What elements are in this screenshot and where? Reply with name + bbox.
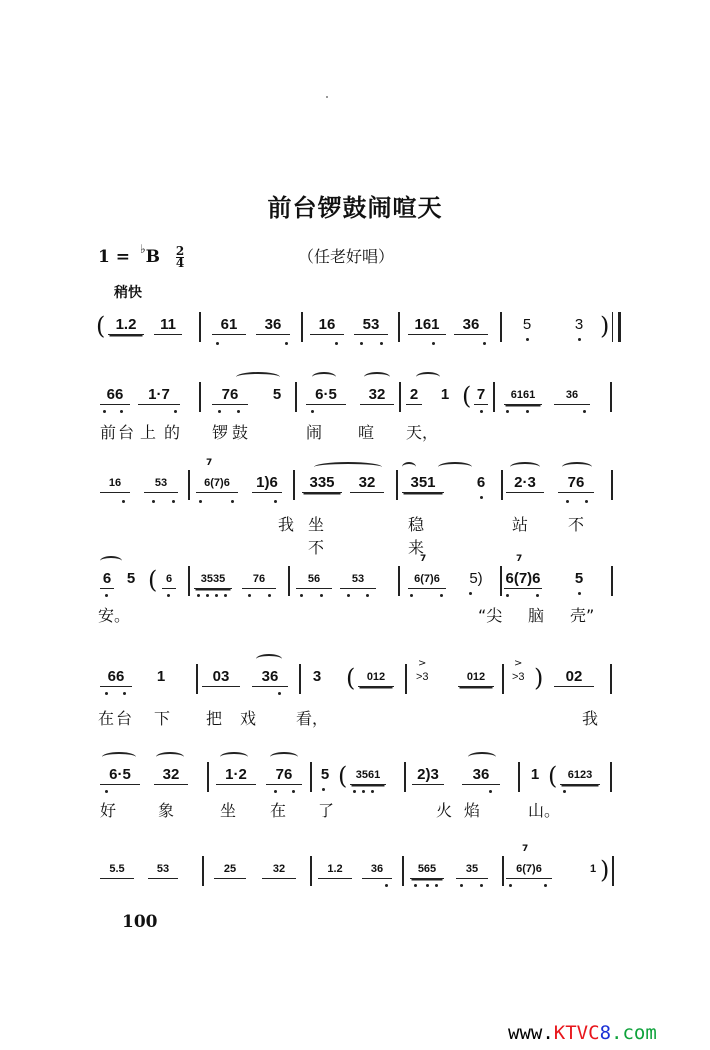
note-group: 32 <box>262 860 296 879</box>
low-octave-dot <box>237 410 240 413</box>
lyric: 把 <box>206 709 223 728</box>
note-group-with-grace: 6(7)6 <box>506 860 552 879</box>
accent-mark: > <box>514 658 523 669</box>
note: 3 <box>574 316 584 333</box>
watermark-prefix: www. <box>508 1022 554 1044</box>
note-group: 2)3 <box>412 766 444 785</box>
low-octave-dot <box>385 884 388 887</box>
low-octave-dot <box>218 410 221 413</box>
low-octave-dot <box>563 790 566 793</box>
slur <box>364 372 390 382</box>
low-octave-dot <box>509 884 512 887</box>
time-signature <box>176 246 184 269</box>
watermark <box>508 1022 657 1044</box>
bar-line <box>396 470 398 500</box>
low-octave-dot <box>480 410 483 413</box>
low-octave-dot <box>480 884 483 887</box>
score-line-1 <box>96 312 616 346</box>
note-group: 36 <box>554 386 590 405</box>
key-signature <box>98 242 185 270</box>
low-octave-dot <box>197 594 200 597</box>
slur <box>270 752 298 762</box>
bar-line <box>611 470 613 500</box>
bar-line <box>612 856 614 886</box>
lyric: 稳来 <box>408 515 425 557</box>
bar-line <box>196 664 198 694</box>
bar-line <box>404 762 406 792</box>
note-group: 3535 <box>194 570 232 589</box>
note-group: 3561 <box>350 766 386 785</box>
note-group: 2·3 <box>506 474 544 493</box>
slur <box>416 372 440 382</box>
low-octave-dot <box>105 790 108 793</box>
note: 1 <box>530 766 540 783</box>
slur <box>312 372 336 382</box>
note-group: 6·5 <box>100 766 140 785</box>
note: >3 <box>512 671 525 683</box>
lyric: 台 <box>116 709 133 728</box>
low-octave-dot <box>122 500 125 503</box>
note-group: 1·2 <box>216 766 256 785</box>
note: 1 <box>156 668 166 685</box>
slur <box>236 372 280 382</box>
lyric: 天， <box>406 423 439 442</box>
key-name: B <box>145 247 160 267</box>
singer-credit: （任老好唱） <box>298 247 395 266</box>
low-octave-dot <box>506 594 509 597</box>
slur <box>314 462 382 472</box>
note-group: 36 <box>252 668 288 687</box>
low-octave-dot <box>206 594 209 597</box>
lyric: 在 <box>98 709 115 728</box>
note: 5 <box>320 766 330 783</box>
low-octave-dot <box>544 884 547 887</box>
bar-line <box>493 382 495 412</box>
note-group: 565 <box>410 860 444 879</box>
lyric: 下 <box>154 709 171 728</box>
note: 5 <box>126 570 136 587</box>
bar-line <box>188 470 190 500</box>
low-octave-dot <box>123 692 126 695</box>
lyric: 安。 <box>98 606 131 625</box>
slur <box>402 462 416 472</box>
grace-note: 7 <box>206 458 213 468</box>
note-group: 351 <box>402 474 444 493</box>
low-octave-dot <box>347 594 350 597</box>
note-group: 11 <box>154 316 182 335</box>
note-group: 32 <box>360 386 394 405</box>
bar-line <box>610 382 612 412</box>
score-line-3 <box>96 458 616 504</box>
note: 7 <box>474 386 488 405</box>
note-group-with-grace: 6(7)6 <box>408 570 446 589</box>
bar-line <box>188 566 190 596</box>
bar-line <box>398 312 400 342</box>
lyric: 的 <box>164 423 181 442</box>
note-group: 66 <box>100 386 130 405</box>
note-group: 6·5 <box>306 386 346 405</box>
bar-line <box>518 762 520 792</box>
low-octave-dot <box>526 410 529 413</box>
lyric: 焰 <box>464 801 481 820</box>
low-octave-dot <box>274 500 277 503</box>
open-paren: ( <box>462 382 472 410</box>
score-line-5 <box>96 658 616 698</box>
low-octave-dot <box>311 410 314 413</box>
slur <box>438 462 472 472</box>
low-octave-dot <box>578 592 581 595</box>
bar-line <box>405 664 407 694</box>
key-tonic: 1 <box>98 247 110 267</box>
open-paren: ( <box>338 762 348 790</box>
note-group: 36 <box>256 316 290 335</box>
note-group: 1.2 <box>318 860 352 879</box>
low-octave-dot <box>489 790 492 793</box>
note-group: 32 <box>350 474 384 493</box>
note-group: 335 <box>302 474 342 493</box>
low-octave-dot <box>585 500 588 503</box>
score-line-6 <box>96 762 616 796</box>
note-group: 36 <box>462 766 500 785</box>
low-octave-dot <box>335 342 338 345</box>
lyric: 鼓 <box>232 423 249 442</box>
low-octave-dot <box>278 692 281 695</box>
lyric: 脑 <box>528 606 545 625</box>
note: 6 <box>162 570 176 589</box>
low-octave-dot <box>526 338 529 341</box>
watermark-suffix: .com <box>611 1022 657 1044</box>
note-group: 6161 <box>504 386 542 405</box>
lyric: 我 <box>582 709 599 728</box>
score-line-7 <box>96 844 616 890</box>
bar-line <box>502 856 504 886</box>
open-paren: ( <box>548 762 558 790</box>
lyric: 喧 <box>358 423 375 442</box>
low-octave-dot <box>120 410 123 413</box>
lyric: 山。 <box>528 801 561 820</box>
note: 5 <box>272 386 282 403</box>
bar-line <box>299 664 301 694</box>
low-octave-dot <box>566 500 569 503</box>
watermark-eight: 8 <box>599 1022 612 1044</box>
note-group: 16 <box>310 316 344 335</box>
bar-line <box>502 664 504 694</box>
bar-line <box>402 856 404 886</box>
note-group: 03 <box>202 668 240 687</box>
note-group: 6123 <box>560 766 600 785</box>
bar-line <box>610 762 612 792</box>
lyric: 壳” <box>570 606 595 625</box>
note-group: 35 <box>456 860 488 879</box>
note-group: 25 <box>214 860 246 879</box>
low-octave-dot <box>578 338 581 341</box>
note-group: 32 <box>154 766 188 785</box>
grace-note: 7 <box>420 554 427 564</box>
lyric: 戏 <box>240 709 257 728</box>
note: 1 <box>440 386 450 403</box>
low-octave-dot <box>583 410 586 413</box>
bar-line <box>501 470 503 500</box>
low-octave-dot <box>172 500 175 503</box>
bar-line <box>288 566 290 596</box>
tempo-marking: 稍快 <box>114 285 142 301</box>
close-paren: ) <box>600 856 610 884</box>
bar-line <box>202 856 204 886</box>
lyric: 火 <box>436 801 453 820</box>
bar-line <box>310 856 312 886</box>
key-equals: = <box>115 247 131 267</box>
low-octave-dot <box>366 594 369 597</box>
scan-speck <box>326 96 328 98</box>
low-octave-dot <box>103 410 106 413</box>
flat-icon: ♭ <box>139 242 146 256</box>
note-group: 76 <box>212 386 248 405</box>
bar-line <box>398 566 400 596</box>
bar-line <box>199 382 201 412</box>
bar-line <box>301 312 303 342</box>
low-octave-dot <box>506 410 509 413</box>
note-group: 16 <box>100 474 130 493</box>
bar-line <box>293 470 295 500</box>
bar-line <box>207 762 209 792</box>
note-group: 36 <box>362 860 392 879</box>
double-bar-line <box>612 312 621 342</box>
note-group: 1·7 <box>138 386 180 405</box>
lyric: 坐不 <box>308 515 325 557</box>
time-numerator: 2 <box>175 244 185 258</box>
lyric: 在 <box>270 801 287 820</box>
grace-note: 7 <box>516 554 523 564</box>
low-octave-dot <box>248 594 251 597</box>
low-octave-dot <box>268 594 271 597</box>
low-octave-dot <box>215 594 218 597</box>
slur <box>156 752 184 762</box>
low-octave-dot <box>285 342 288 345</box>
low-octave-dot <box>410 594 413 597</box>
open-paren: ( <box>148 566 158 594</box>
note: 5 <box>574 570 584 587</box>
bar-line <box>199 312 201 342</box>
note-group: 66 <box>100 668 132 687</box>
note: 3 <box>312 668 322 685</box>
watermark-k: K <box>553 1022 566 1044</box>
low-octave-dot <box>371 790 374 793</box>
low-octave-dot <box>469 592 472 595</box>
score-line-2 <box>96 382 616 416</box>
lyric: 了 <box>318 801 335 820</box>
note-group: 61 <box>212 316 246 335</box>
close-paren: ) <box>600 312 610 340</box>
note-group-with-grace: 6(7)6 <box>196 474 238 493</box>
page-number: 100 <box>122 912 158 932</box>
slur <box>100 556 122 566</box>
lyric: 锣 <box>212 423 229 442</box>
note-group: 1.2 <box>108 316 144 335</box>
low-octave-dot <box>274 790 277 793</box>
lyric: 站 <box>512 515 529 534</box>
note: 6 <box>476 474 486 491</box>
low-octave-dot <box>292 790 295 793</box>
low-octave-dot <box>174 410 177 413</box>
low-octave-dot <box>414 884 417 887</box>
lyric: 看， <box>296 709 329 728</box>
note-group: 53 <box>340 570 376 589</box>
low-octave-dot <box>105 692 108 695</box>
accent-mark: > <box>418 658 427 669</box>
low-octave-dot <box>353 790 356 793</box>
lyric: 坐 <box>220 801 237 820</box>
bar-line <box>399 382 401 412</box>
note-group: 76 <box>242 570 276 589</box>
note-group: 1)6 <box>252 474 282 493</box>
open-paren: ( <box>96 312 106 340</box>
lyric: 不 <box>568 515 585 534</box>
lyric: 我 <box>278 515 295 534</box>
low-octave-dot <box>322 788 325 791</box>
slur <box>510 462 540 472</box>
low-octave-dot <box>105 594 108 597</box>
low-octave-dot <box>360 342 363 345</box>
note-group: 5.5 <box>100 860 134 879</box>
low-octave-dot <box>432 342 435 345</box>
score-line-4 <box>96 554 616 600</box>
slur <box>220 752 248 762</box>
lyric: 上 <box>140 423 157 442</box>
low-octave-dot <box>380 342 383 345</box>
note: 5 <box>522 316 532 333</box>
close-paren: ) <box>534 664 544 692</box>
note-group: 56 <box>296 570 332 589</box>
lyric: 象 <box>158 801 175 820</box>
low-octave-dot <box>224 594 227 597</box>
bar-line <box>500 312 502 342</box>
low-octave-dot <box>152 500 155 503</box>
low-octave-dot <box>320 594 323 597</box>
time-denominator: 4 <box>175 256 185 270</box>
lyric: 好 <box>100 801 117 820</box>
low-octave-dot <box>167 594 170 597</box>
slur <box>256 654 282 664</box>
song-title: 前台锣鼓闹喧天 <box>267 194 443 222</box>
watermark-v: V <box>576 1022 589 1044</box>
low-octave-dot <box>435 884 438 887</box>
open-paren: ( <box>346 664 356 692</box>
note-group: 53 <box>148 860 178 879</box>
lyric: 前 <box>100 423 117 442</box>
note-group: 012 <box>358 668 394 687</box>
low-octave-dot <box>300 594 303 597</box>
note-group: 76 <box>558 474 594 493</box>
bar-line <box>295 382 297 412</box>
low-octave-dot <box>199 500 202 503</box>
note: 1 <box>589 863 597 875</box>
note: 6 <box>100 570 114 589</box>
note-group: 53 <box>144 474 178 493</box>
slur <box>468 752 496 762</box>
lyric: 闹 <box>306 423 323 442</box>
note-group: 76 <box>266 766 302 785</box>
bar-line <box>310 762 312 792</box>
note: >3 <box>416 671 429 683</box>
note: 5) <box>469 570 483 587</box>
note-group: 012 <box>458 668 494 687</box>
note-group: 02 <box>554 668 594 687</box>
slur <box>562 462 592 472</box>
low-octave-dot <box>460 884 463 887</box>
low-octave-dot <box>480 496 483 499</box>
note: 2 <box>406 386 422 405</box>
note-group: 36 <box>454 316 488 335</box>
lyric: “尖 <box>478 606 503 625</box>
low-octave-dot <box>483 342 486 345</box>
note-group: 53 <box>354 316 388 335</box>
bar-line <box>611 566 613 596</box>
low-octave-dot <box>231 500 234 503</box>
low-octave-dot <box>216 342 219 345</box>
watermark-t: T <box>565 1022 577 1044</box>
slur <box>102 752 136 762</box>
note-group: 161 <box>408 316 446 335</box>
watermark-c: C <box>588 1022 600 1044</box>
low-octave-dot <box>362 790 365 793</box>
low-octave-dot <box>440 594 443 597</box>
note-group-with-grace: 6(7)6 <box>505 570 541 587</box>
bar-line <box>500 566 502 596</box>
low-octave-dot <box>536 594 539 597</box>
lyric: 台 <box>118 423 135 442</box>
bar-line <box>610 664 612 694</box>
low-octave-dot <box>426 884 429 887</box>
grace-note: 7 <box>522 844 529 854</box>
